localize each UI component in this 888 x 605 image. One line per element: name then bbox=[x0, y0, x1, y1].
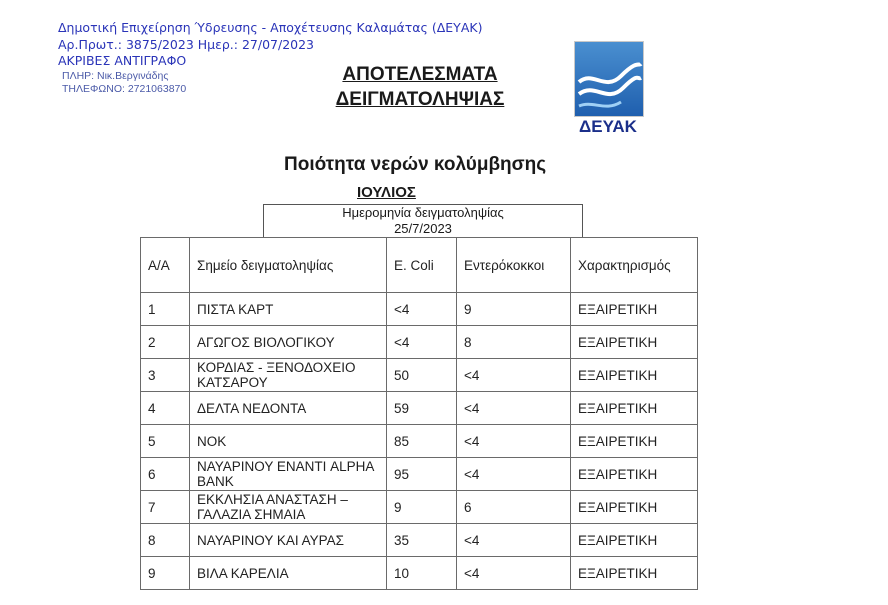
cell-enterococci: <4 bbox=[457, 392, 571, 425]
cell-rating: ΕΞΑΙΡΕΤΙΚΗ bbox=[571, 293, 698, 326]
header-aa: Α/Α bbox=[141, 238, 190, 293]
results-table bbox=[140, 237, 698, 590]
sampling-date-value: 25/7/2023 bbox=[394, 221, 452, 236]
table-row bbox=[141, 425, 698, 458]
cell-enterococci: <4 bbox=[457, 359, 571, 392]
cell-ecoli: 59 bbox=[387, 392, 457, 425]
cell-aa: 8 bbox=[141, 524, 190, 557]
header-ecoli: E. Coli bbox=[387, 238, 457, 293]
cell-enterococci: <4 bbox=[457, 458, 571, 491]
cell-sampling-point: ΝΑΥΑΡΙΝΟΥ ΕΝΑΝΤΙ ALPHA BANK bbox=[190, 458, 387, 491]
table-row bbox=[141, 557, 698, 590]
cell-aa: 1 bbox=[141, 293, 190, 326]
cell-enterococci: <4 bbox=[457, 524, 571, 557]
cell-rating: ΕΞΑΙΡΕΤΙΚΗ bbox=[571, 392, 698, 425]
header-enterococci: Εντερόκοκκοι bbox=[457, 238, 571, 293]
contact-person: ΠΛΗΡ: Νικ.Βεργινάδης bbox=[62, 70, 169, 82]
cell-rating: ΕΞΑΙΡΕΤΙΚΗ bbox=[571, 524, 698, 557]
report-subtitle: Ποιότητα νερών κολύμβησης bbox=[284, 154, 547, 175]
cell-sampling-point: ΠΙΣΤΑ ΚΑΡΤ bbox=[190, 293, 387, 326]
cell-ecoli: 35 bbox=[387, 524, 457, 557]
table-row bbox=[141, 293, 698, 326]
sampling-date-label: Ημερομηνία δειγματοληψίας bbox=[342, 205, 504, 220]
cell-ecoli: 85 bbox=[387, 425, 457, 458]
cell-enterococci: <4 bbox=[457, 425, 571, 458]
table-row bbox=[141, 524, 698, 557]
table-row bbox=[141, 491, 698, 524]
table-row bbox=[141, 326, 698, 359]
cell-sampling-point: ΕΚΚΛΗΣΙΑ ΑΝΑΣΤΑΣΗ – ΓΑΛΑΖΙΑ ΣΗΜΑΙΑ bbox=[190, 491, 387, 524]
cell-enterococci: 6 bbox=[457, 491, 571, 524]
stamp-organization: Δημοτική Επιχείρηση Ύδρευσης - Αποχέτευσης Καλαμάτας (ΔΕΥΑΚ) bbox=[58, 20, 483, 35]
cell-rating: ΕΞΑΙΡΕΤΙΚΗ bbox=[571, 557, 698, 590]
table-row bbox=[141, 392, 698, 425]
cell-rating: ΕΞΑΙΡΕΤΙΚΗ bbox=[571, 326, 698, 359]
cell-ecoli: 95 bbox=[387, 458, 457, 491]
document-title-line2: ΔΕΙΓΜΑΤΟΛΗΨΙΑΣ bbox=[335, 89, 505, 110]
deyak-logo bbox=[574, 41, 642, 137]
cell-aa: 2 bbox=[141, 326, 190, 359]
table-row bbox=[141, 359, 698, 392]
stamp-certified-copy: ΑΚΡΙΒΕΣ ΑΝΤΙΓΡΑΦΟ bbox=[58, 53, 187, 68]
cell-aa: 3 bbox=[141, 359, 190, 392]
table-header-row bbox=[141, 238, 698, 293]
stamp-protocol-number: Αρ.Πρωτ.: 3875/2023 Ημερ.: 27/07/2023 bbox=[58, 37, 314, 52]
cell-aa: 6 bbox=[141, 458, 190, 491]
cell-rating: ΕΞΑΙΡΕΤΙΚΗ bbox=[571, 458, 698, 491]
cell-aa: 9 bbox=[141, 557, 190, 590]
contact-phone: ΤΗΛΕΦΩΝΟ: 2721063870 bbox=[62, 83, 187, 95]
cell-aa: 5 bbox=[141, 425, 190, 458]
table-row bbox=[141, 458, 698, 491]
cell-ecoli: <4 bbox=[387, 326, 457, 359]
cell-sampling-point: ΝΟΚ bbox=[190, 425, 387, 458]
cell-sampling-point: ΚΟΡΔΙΑΣ - ΞΕΝΟΔΟΧΕΙΟ ΚΑΤΣΑΡΟΥ bbox=[190, 359, 387, 392]
document-title-line1: ΑΠΟΤΕΛΕΣΜΑΤΑ bbox=[342, 64, 498, 85]
cell-enterococci: 9 bbox=[457, 293, 571, 326]
header-sampling-point: Σημείο δειγματοληψίας bbox=[190, 238, 387, 293]
cell-enterococci: <4 bbox=[457, 557, 571, 590]
logo-label: ΔΕΥΑΚ bbox=[579, 117, 637, 136]
cell-ecoli: 10 bbox=[387, 557, 457, 590]
cell-sampling-point: ΒΙΛΑ ΚΑΡΕΛΙΑ bbox=[190, 557, 387, 590]
cell-ecoli: <4 bbox=[387, 293, 457, 326]
cell-ecoli: 50 bbox=[387, 359, 457, 392]
cell-rating: ΕΞΑΙΡΕΤΙΚΗ bbox=[571, 491, 698, 524]
cell-sampling-point: ΑΓΩΓΟΣ ΒΙΟΛΟΓΙΚΟΥ bbox=[190, 326, 387, 359]
cell-aa: 4 bbox=[141, 392, 190, 425]
cell-rating: ΕΞΑΙΡΕΤΙΚΗ bbox=[571, 359, 698, 392]
header-rating: Χαρακτηρισμός bbox=[571, 238, 698, 293]
cell-sampling-point: ΔΕΛΤΑ ΝΕΔΟΝΤΑ bbox=[190, 392, 387, 425]
cell-enterococci: 8 bbox=[457, 326, 571, 359]
water-wave-icon bbox=[574, 41, 644, 117]
cell-aa: 7 bbox=[141, 491, 190, 524]
cell-ecoli: 9 bbox=[387, 491, 457, 524]
report-month: ΙΟΥΛΙΟΣ bbox=[357, 184, 416, 201]
cell-rating: ΕΞΑΙΡΕΤΙΚΗ bbox=[571, 425, 698, 458]
sampling-date-box bbox=[263, 204, 583, 238]
cell-sampling-point: ΝΑΥΑΡΙΝΟΥ ΚΑΙ ΑΥΡΑΣ bbox=[190, 524, 387, 557]
